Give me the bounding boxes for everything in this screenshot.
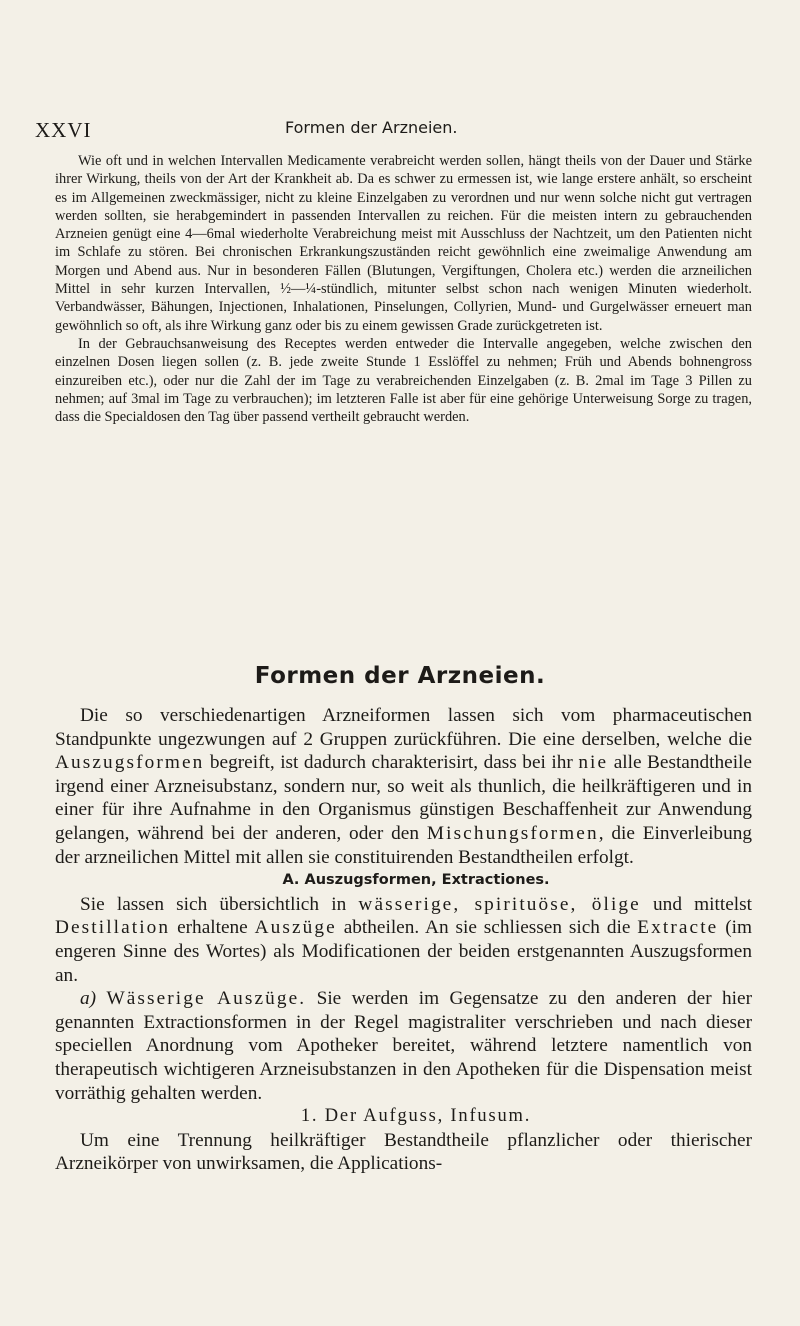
- intro-text-part-1: Die so verschiedenartigen Arzneiformen lassen sich vom pharmaceutischen Standpunkte ungezwungen auf 2 Gruppen zurückführen. Die eine derselben, welche die: [55, 705, 752, 750]
- section-title: Formen der Arzneien.: [254, 663, 546, 689]
- subsection-a-text-part-4: abtheilen. An sie schliessen sich die: [343, 917, 631, 939]
- paragraph-dosage-intervals: Wie oft und in welchen Intervallen Medicamente verabreicht werden sollen, hängt theils von der Dauer und Stärke ihrer Wirkung, theils von der Art der Krankheit ab. Da es schwer zu ermessen ist, wie lange erstere anhält, so erscheint es im Allgemeinen zweckmässiger, nicht zu kleine Einzelgaben zu verordnen und nur wenn solche nicht gut vertragen werden sollten, sie herabgemindert in passenden Intervallen zu reichen. Für die meisten intern zu gebrauchenden Arzneien genügt eine 4—6mal wiederholte Verabreichung meist mit Ausschluss der Nachtzeit, um den Patienten nicht im Schlafe zu stören. Bei chronischen Erkrankungszuständen reicht gewöhnlich eine zweimalige Anwendung am Morgen und Abend aus. Nur in besonderen Fällen (Blutungen, Vergiftungen, Cholera etc.) werden die arzneilichen Mittel in sehr kurzen Intervallen, ½—¼-stündlich, mitunter selbst schon nach wenigen Minuten wiederholt. Verbandwässer, Bähungen, Injectionen, Inhalationen, Pinselungen, Collyrien, Mund- und Gurgelwässer erneuert man gewöhnlich so oft, als ihre Wirkung ganz oder bis zu einem gewissen Grade zurückgetreten ist.: [55, 153, 752, 334]
- item-a-marker: a): [80, 988, 97, 1010]
- running-head: Formen der Arzneien.: [285, 118, 458, 137]
- term-extracte: Extracte: [637, 917, 719, 939]
- term-mischungsformen: Mischungsformen: [426, 822, 599, 844]
- subsection-a-paragraph: [55, 893, 752, 987]
- term-waesserige-spirituoese-oelige: wässerige, spirituöse, ölige: [358, 893, 641, 915]
- dosage-intervals-text: [55, 152, 752, 426]
- term-auszugsformen: Auszugsformen: [55, 752, 205, 774]
- intro-text-part-3: alle Bestandtheile irgend einer Arzneisubstanz, sondern nur, so weit als thunlich, die heilkräftigeren und in einer für ihre Aufnahme in den Organismus günstigen Beschaffenheit zur Anwendung gelangen, während bei der anderen, oder den: [55, 752, 752, 844]
- item-a-text: Sie werden im Gegensatze zu den anderen der hier genannten Extractionsformen in der Regel magistraliter verschrieben und nach dieser speciellen Anordnung vom Apotheker bereitet, während letztere namentlich von therapeutisch wichtigeren Arzneisubstanzen in den Apotheken für die Dispensation meist vorräthig gehalten werden.: [55, 988, 752, 1104]
- subsection-a-text-part-2: und mittelst: [653, 893, 752, 915]
- paragraph-usage-instructions: In der Gebrauchsanweisung des Receptes werden entweder die Intervalle angegeben, welche zwischen den einzelnen Dosen liegen sollen (z. B. jede zweite Stunde 1 Esslöffel zu nehmen; Früh und Abends bohnengross einzureiben etc.), oder nur die Zahl der im Tage zu verabreichenden Einzelgaben (z. B. 2mal im Tage 3 Pillen zu nehmen; auf 3mal im Tage zu verbrauchen); im letzteren Falle ist aber für eine gehörige Unterweisung Sorge zu tragen, dass die Specialdosen den Tag über passend vertheilt gebraucht werden.: [55, 335, 752, 426]
- subsection-a-text-part-3: erhaltene: [177, 917, 248, 939]
- intro-text-part-4: , die Einverleibung der arzneilichen Mittel mit allen sie constituirenden Bestandtheilen erfolgt.: [55, 822, 752, 868]
- subsection-heading-auszugsformen: A. Auszugsformen, Extractiones.: [282, 872, 550, 889]
- term-nie: nie: [578, 752, 609, 774]
- page-header: [35, 118, 755, 146]
- page-number: XXVI: [35, 118, 92, 142]
- section-intro-paragraph: [55, 704, 752, 869]
- term-destillation: Destillation: [55, 917, 171, 939]
- intro-text-part-2: begreift, ist dadurch charakterisirt, dass bei ihr: [209, 752, 573, 774]
- item-a-term: Wässerige Auszüge.: [106, 988, 307, 1010]
- term-auszuege: Auszüge: [254, 917, 337, 939]
- subsection-a-text-part-1: Sie lassen sich übersichtlich in: [80, 893, 347, 915]
- subsection-a-text-part-5: (im engeren Sinne des Wortes) als Modificationen der beiden erstgenannten Auszugsformen an.: [55, 917, 753, 986]
- item-1-paragraph: Um eine Trennung heilkräftiger Bestandtheile pflanzlicher oder thierischer Arzneikörper von unwirksamen, die Applications-: [55, 1129, 752, 1175]
- medicine-forms-section: [55, 704, 752, 1176]
- item-a-paragraph: [55, 987, 752, 1105]
- item-1-heading: 1. Der Aufguss, Infusum.: [300, 1106, 532, 1127]
